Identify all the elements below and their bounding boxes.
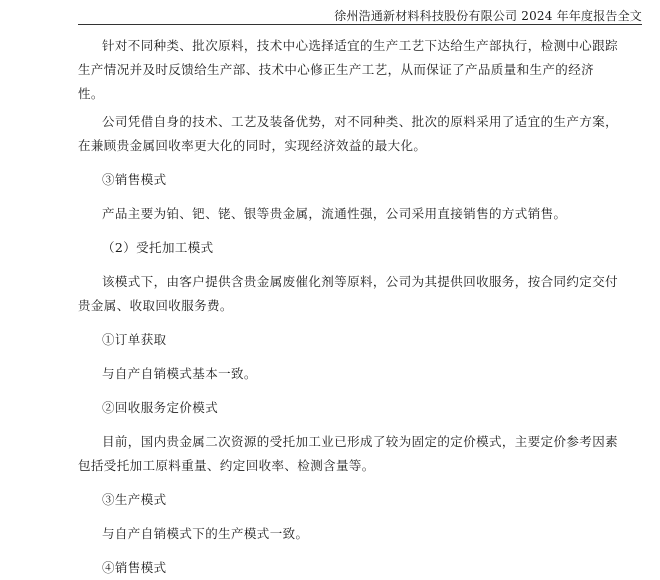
heading-toll-processing: （2）受托加工模式: [102, 240, 214, 255]
paragraph-production-advantage: 公司凭借自身的技术、工艺及装备优势，对不同种类、批次的原料采用了适宜的生产方案，在兼顾贵金属回收率更大化的同时，实现经济效益的最大化。: [78, 114, 619, 153]
paragraph-production-model: 与自产自销模式下的生产模式一致。: [102, 526, 309, 541]
heading-sales-model-2: ④销售模式: [102, 560, 167, 575]
report-title: 徐州浩通新材料科技股份有限公司 2024 年年度报告全文: [334, 9, 642, 23]
paragraph-sales-model: 产品主要为铂、钯、铑、银等贵金属，流通性强，公司采用直接销售的方式销售。: [102, 206, 567, 221]
paragraph-order-acquisition: 与自产自销模式基本一致。: [102, 366, 257, 381]
paragraph-service-pricing: 目前，国内贵金属二次资源的受托加工业已形成了较为固定的定价模式，主要定价参考因素包括受托加工原料重量、约定回收率、检测含量等。: [78, 434, 619, 473]
paragraph-production-process: 针对不同种类、批次原料，技术中心选择适宜的生产工艺下达给生产部执行，检测中心跟踪生产情况并及时反馈给生产部、技术中心修正生产工艺，从而保证了产品质量和生产的经济性。: [78, 38, 619, 101]
heading-production-model: ③生产模式: [102, 492, 167, 507]
paragraph-toll-processing: 该模式下，由客户提供含贵金属废催化剂等原料，公司为其提供回收服务，按合同约定交付贵金属、收取回收服务费。: [78, 274, 619, 313]
heading-order-acquisition: ①订单获取: [102, 332, 167, 347]
page-header: [0, 0, 660, 27]
heading-service-pricing: ②回收服务定价模式: [102, 400, 219, 415]
header-divider: [78, 24, 642, 25]
document-body: [78, 34, 618, 580]
heading-sales-model: ③销售模式: [102, 172, 167, 187]
